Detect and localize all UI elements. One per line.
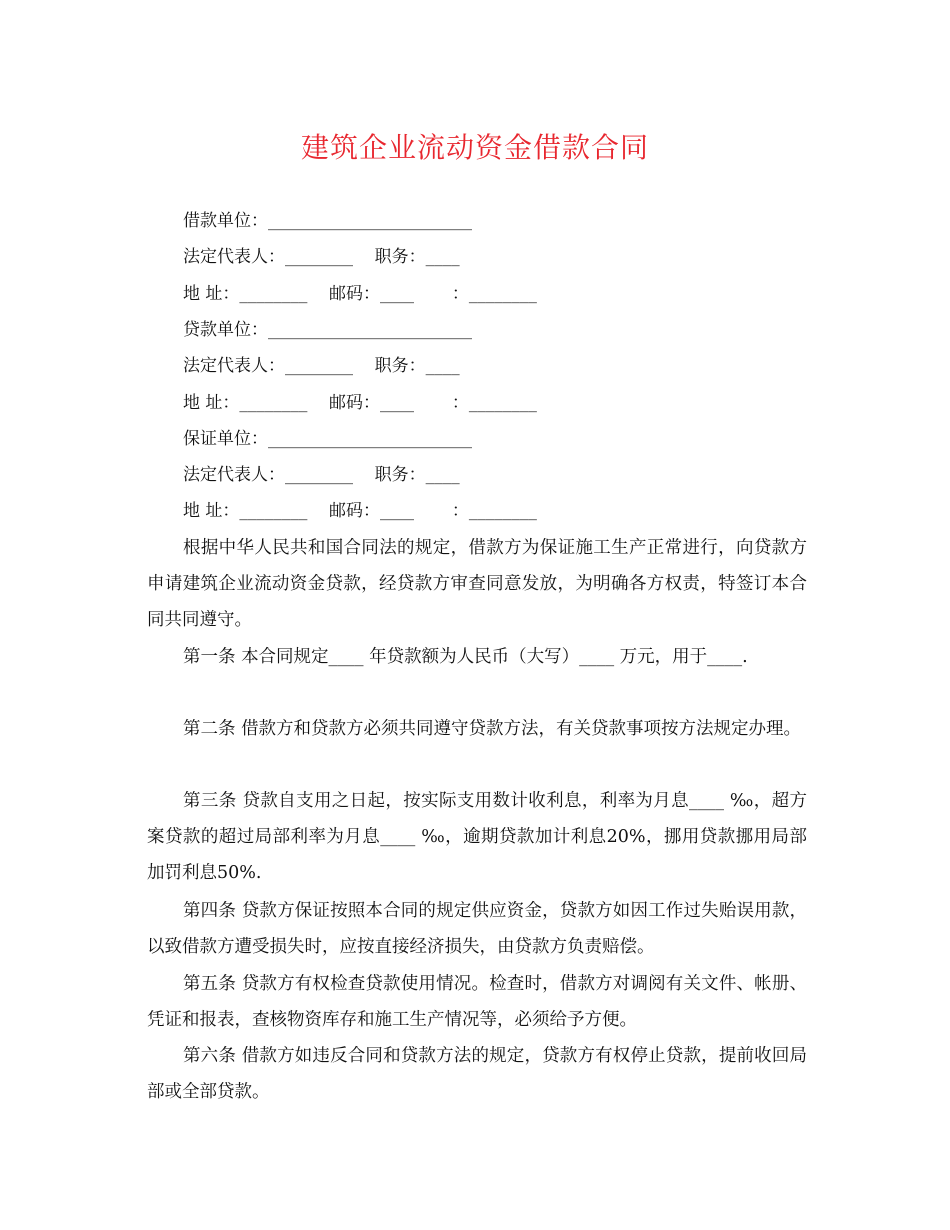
borrower-unit-line: 借款单位：________________________: [183, 211, 472, 231]
article-2: 第二条 借款方和贷款方必须共同遵守贷款方法，有关贷款事项按方法规定办理。: [183, 719, 802, 739]
guarantor-address-line: 地 址：________ 邮码：____ ：________: [183, 501, 537, 521]
article-3: 第三条 贷款自支用之日起，按实际支用数计收利息，利率为月息____ ‰，超方案贷款的超过局部利率为月息____ ‰，逾期贷款加计利息20%，挪用贷款挪用局部加罚利息50%.: [147, 791, 807, 883]
borrower-representative-line: 法定代表人：________ 职务：____: [183, 247, 460, 267]
contract-title: 建筑企业流动资金借款合同: [300, 131, 649, 164]
lender-unit-line: 贷款单位：________________________: [183, 320, 472, 340]
lender-representative-line: 法定代表人：________ 职务：____: [183, 356, 460, 376]
borrower-address-line: 地 址：________ 邮码：____ ：________: [183, 284, 537, 304]
article-4: 第四条 贷款方保证按照本合同的规定供应资金，贷款方如因工作过失贻误用款，以致借款方遭受损失时，应按直接经济损失，由贷款方负责赔偿。: [147, 901, 807, 957]
lender-address-line: 地 址：________ 邮码：____ ：________: [183, 393, 537, 413]
article-5: 第五条 贷款方有权检查贷款使用情况。检查时，借款方对调阅有关文件、帐册、凭证和报表，查核物资库存和施工生产情况等，必须给予方便。: [147, 974, 807, 1030]
article-6: 第六条 借款方如违反合同和贷款方法的规定，贷款方有权停止贷款，提前收回局部或全部贷款。: [147, 1046, 807, 1102]
guarantor-unit-line: 保证单位：________________________: [183, 429, 472, 449]
guarantor-representative-line: 法定代表人：________ 职务：____: [183, 465, 460, 485]
article-1: 第一条 本合同规定____ 年贷款额为人民币（大写）____ 万元，用于____.: [183, 647, 748, 667]
contract-intro-paragraph: 根据中华人民共和国合同法的规定，借款方为保证施工生产正常进行，向贷款方申请建筑企业流动资金贷款，经贷款方审查同意发放，为明确各方权责，特签订本合同共同遵守。: [147, 538, 807, 630]
